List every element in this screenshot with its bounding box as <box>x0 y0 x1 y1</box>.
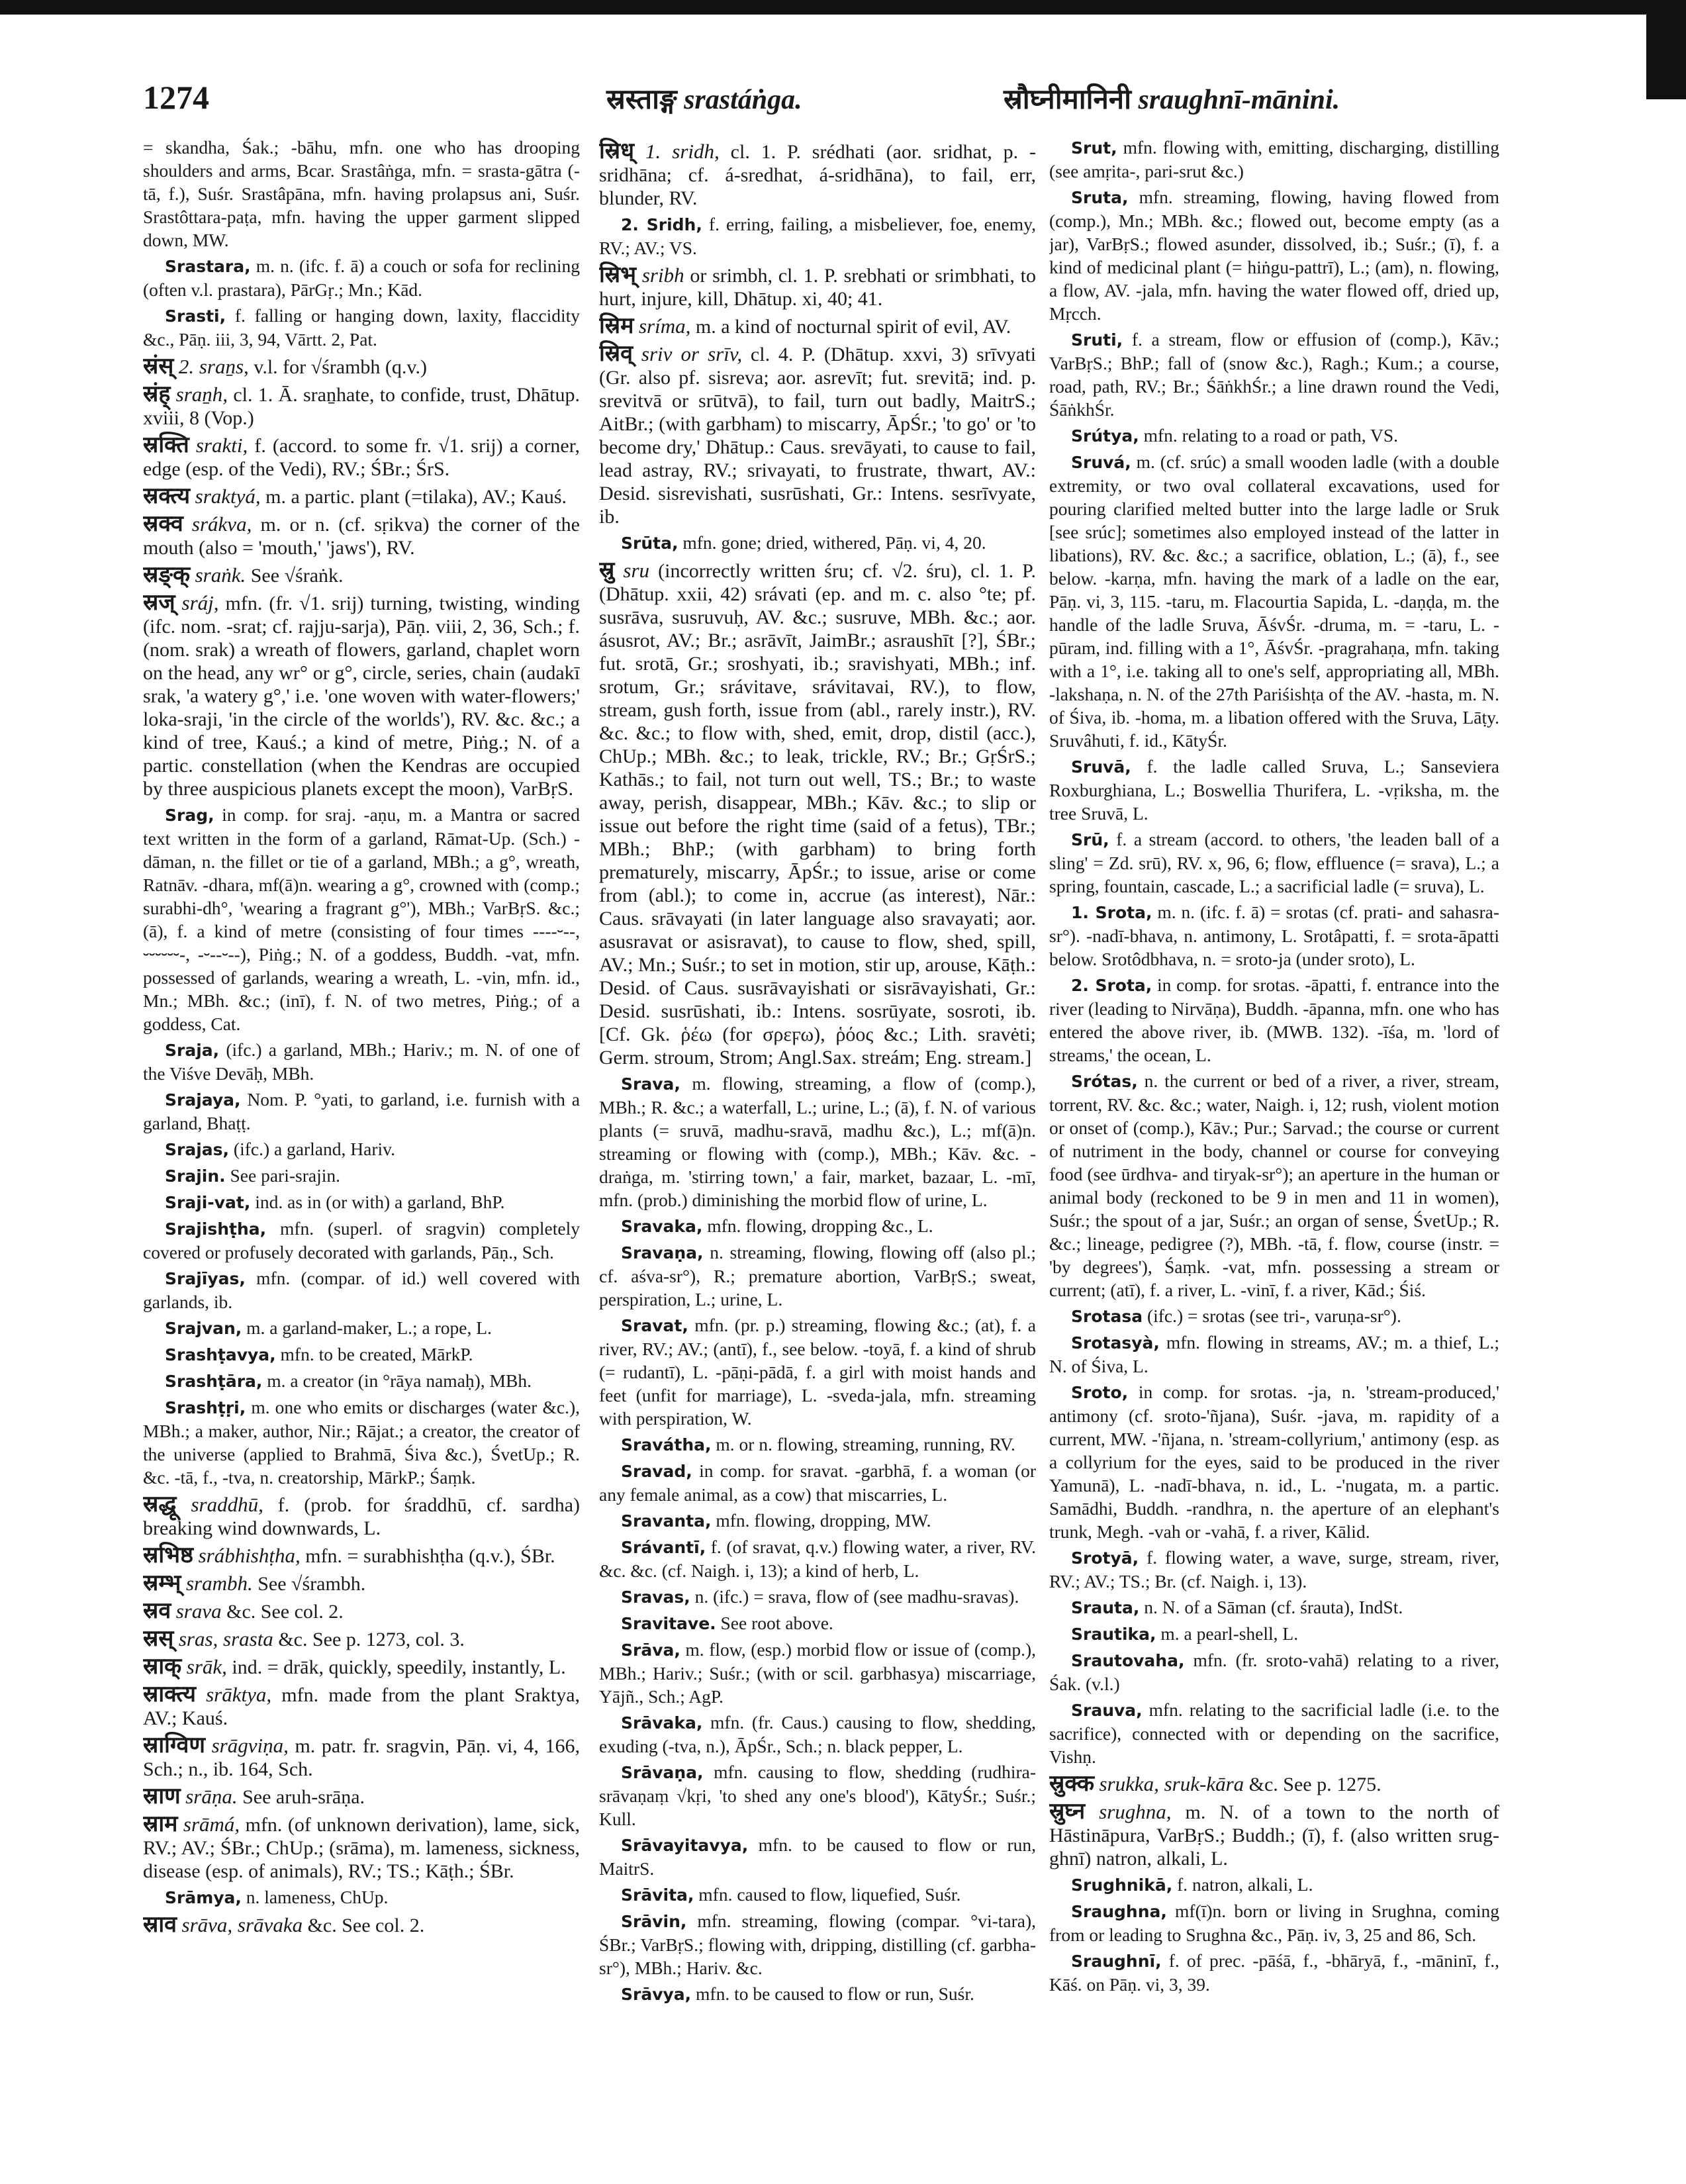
dictionary-column-2 <box>599 136 1036 2124</box>
entry-definition: Nom. P. °yati, to garland, i.e. furnish with a garland, Bhaṭṭ. <box>143 1089 580 1133</box>
entry-headword: Sruvā, <box>1071 757 1131 777</box>
entry-definition: mf(ī)n. born or living in Srughna, coming from or leading to Srughna &c., Pāṇ. iv, 3, 25 and 86, Sch. <box>1049 1901 1499 1945</box>
entry-definition: &c. See col. 2. <box>307 1915 425 1936</box>
dictionary-entry <box>143 1343 580 1366</box>
entry-definition: mfn. (pr. p.) streaming, flowing &c.; (at), f. a river, RV.; AV.; (antī), f., see below. -toyā, f. a kind of shrub (= rudantī), L. -pāṇi-pādā, f. a girl with moist hands and feet (unfit for marriage), L. -sveda-jala, mfn. streaming with perspiration, W. <box>599 1315 1036 1429</box>
dictionary-entry <box>599 1883 1036 1907</box>
entry-headword: Srastara, <box>165 257 251 276</box>
entry-headword: Srughnikā, <box>1071 1875 1173 1895</box>
entry-definition: mfn. (fr. Caus.) causing to flow, shedding, exuding (-tva, n.), ĀpŚr., Sch.; n. black pepper, L. <box>599 1712 1036 1756</box>
entry-transliteration: sríma, <box>638 314 691 338</box>
entry-headword: Srautika, <box>1071 1625 1156 1644</box>
entry-definition: mfn. relating to the sacrificial ladle (i.e. to the sacrifice), connected with or depending on the sacrifice, Vishṇ. <box>1049 1699 1499 1767</box>
entry-definition: m. a partic. plant (=tilaka), AV.; Kauś. <box>265 486 567 508</box>
entry-definition: f. (accord. to some fr. √1. srij) a corner, edge (esp. of the Vedi), RV.; ŚBr.; ŚrS. <box>143 435 580 480</box>
entry-devanagari-headword: स्राक् <box>143 1654 182 1679</box>
dictionary-entry <box>143 304 580 351</box>
entry-devanagari-headword: स्रु <box>599 558 615 583</box>
entry-transliteration: srukka, sruk-kāra <box>1099 1772 1244 1795</box>
dictionary-entry <box>599 1760 1036 1830</box>
entry-headword: Srajin. <box>165 1166 226 1186</box>
entry-headword: Sruvá, <box>1071 453 1131 472</box>
dictionary-entry <box>143 136 580 252</box>
entry-devanagari-headword: स्रम्भ् <box>143 1571 181 1595</box>
dictionary-entry <box>1049 1622 1499 1646</box>
entry-devanagari-headword: स्रक्ति <box>143 433 189 457</box>
dictionary-entry <box>599 1638 1036 1708</box>
dictionary-entry <box>143 1316 580 1340</box>
dictionary-entry <box>1049 1772 1499 1796</box>
entry-headword: Srauva, <box>1071 1701 1143 1720</box>
entry-headword: Sraji-vat, <box>165 1193 251 1212</box>
dictionary-entry <box>143 1544 580 1568</box>
entry-definition: m. a kind of nocturnal spirit of evil, AV. <box>695 316 1011 338</box>
entry-devanagari-headword: स्राण <box>143 1784 181 1809</box>
dictionary-entry <box>143 803 580 1035</box>
dictionary-entry <box>599 1535 1036 1582</box>
entry-devanagari-headword: स्रिभ् <box>599 263 637 287</box>
entry-definition: f. a stream (accord. to others, 'the leaden ball of a sling' = Zd. srū), RV. x, 96, 6; flow, effluence (= srava), L.; a spring, fountain, cascade, L.; a sacrificial ladle (= sruva), L. <box>1049 829 1499 896</box>
entry-devanagari-headword: स्रद्धू <box>143 1492 177 1517</box>
dictionary-entry <box>143 1734 580 1781</box>
dictionary-entry <box>143 434 580 481</box>
dictionary-entry <box>143 355 580 379</box>
dictionary-entry <box>599 1611 1036 1635</box>
entry-headword: Sravad, <box>621 1462 692 1481</box>
entry-definition: ind. as in (or with) a garland, BhP. <box>255 1192 505 1212</box>
entry-transliteration: sraṅk. <box>195 563 246 587</box>
entry-headword: Srāvita, <box>621 1885 694 1905</box>
dictionary-entry <box>1049 1698 1499 1768</box>
dictionary-entry <box>143 1785 580 1809</box>
entry-headword: Srasti, <box>165 307 226 326</box>
entry-headword: 2. Sridh, <box>621 215 702 234</box>
entry-definition: mfn. (fr. √1. srij) turning, twisting, winding (ifc. nom. -srat; cf. rajju-sarja), Pāṇ. viii, 2, 36, Sch.; f. (nom. srak) a wreath of flowers, garland, chaplet worn on the head, any wr° or g°, circle, series, chain (audakī srak, 'a watery g°,' i.e. 'one woven with water-flowers;' loka-sraji, 'in the circle of the worlds'), RV. &c. &c.; a kind of tree, Kauś.; a kind of metre, Piṅg.; N. of a partic. constellation (when the Kendras are occupied by three auspicious planets except the moon), VarBṛS. <box>143 593 580 800</box>
entry-definition: m. a garland-maker, L.; a rope, L. <box>246 1317 492 1338</box>
dictionary-entry <box>1049 1331 1499 1378</box>
dictionary-column-1 <box>143 136 580 2124</box>
entry-definition: m. flowing, streaming, a flow of (comp.), MBh.; R. &c.; a waterfall, L.; urine, L.; (ā), f. N. of various plants (= sruvā, madhu-sravā, madhu &c.), L.; mf(ā)n. streaming or flowing with (comp.), MBh.; Kāv. &c. -draṅga, m. 'stirring town,' a fair, market, bazaar, L. -mī, mfn. (prob.) diminishing the morbid flow of urine, L. <box>599 1073 1036 1210</box>
entry-devanagari-headword: स्रव <box>143 1599 171 1623</box>
entry-definition: f. erring, failing, a misbeliever, foe, enemy, RV.; AV.; VS. <box>599 214 1036 258</box>
entry-definition: n. N. of a Sāman (cf. śrauta), IndSt. <box>1144 1597 1403 1617</box>
entry-headword: Srāva, <box>621 1640 680 1660</box>
dictionary-entry <box>1049 828 1499 898</box>
entry-definition: (ifc.) a garland, MBh.; Hariv.; m. N. of one of the Viśve Devāḥ, MBh. <box>143 1039 580 1084</box>
entry-definition: mfn. (of unknown derivation), lame, sick, RV.; AV.; ŚBr.; ChUp.; (srāma), m. lameness, sickness, disease (esp. of animals), RV.; TS.; Kāṭh.; ŚBr. <box>143 1814 580 1882</box>
entry-definition: mfn. flowing, dropping, MW. <box>716 1510 931 1531</box>
entry-headword: Sravátha, <box>621 1435 712 1454</box>
dictionary-entry <box>599 1909 1036 1979</box>
dictionary-entry <box>143 383 580 430</box>
entry-definition: (ifc.) a garland, Hariv. <box>233 1139 395 1159</box>
dictionary-entry <box>1049 1595 1499 1619</box>
entry-headword: Srut, <box>1071 138 1117 158</box>
dictionary-entry <box>143 563 580 587</box>
entry-headword: Srautovaha, <box>1071 1651 1185 1670</box>
entry-devanagari-headword: स्रिम <box>599 314 634 338</box>
entry-headword: Srāvaṇa, <box>621 1763 704 1782</box>
entry-definition: in comp. for sraj. -aṇu, m. a Mantra or sacred text written in the form of a garland, Rāmat-Up. (Sch.) -dāman, n. the fillet or tie of a garland, MBh.; a g°, wreath, Ratnāv. -dhara, mf(ā)n. wearing a g°, crowned with (comp.; surabhi-dh°, 'wearing a fragrant g°'), MBh.; VarBṛS. &c.; (ā), f. a kind of metre (consisting of four times ----⏑--, ⏑⏑⏑⏑⏑⏑-, -⏑--⏑--), Piṅg.; N. of a goddess, Buddh. -vat, mfn. possessed of garlands, wearing a wreath, L. -vin, mfn. id., Mn.; MBh. &c.; (inī), f. N. of two metres, Piṅg.; of a goddess, Cat. <box>143 804 580 1034</box>
entry-definition: m. a creator (in °rāya namaḥ), MBh. <box>267 1370 532 1391</box>
dictionary-entry <box>1049 900 1499 971</box>
entry-transliteration: sraktyá, <box>195 485 261 508</box>
entry-headword: Sravas, <box>621 1588 690 1607</box>
entry-definition: See aruh-srāṇa. <box>242 1786 365 1808</box>
entry-transliteration: srábhishṭha, <box>198 1544 301 1567</box>
entry-headword: Srāvin, <box>621 1912 687 1931</box>
entry-headword: Srashṭṛi, <box>165 1398 246 1417</box>
dictionary-entry <box>143 1088 580 1135</box>
entry-transliteration: sriv or srīv, <box>641 342 743 365</box>
dictionary-entry <box>1049 1546 1499 1593</box>
dictionary-entry <box>143 1396 580 1489</box>
entry-headword: Srūta, <box>621 534 679 553</box>
entry-headword: 2. Srota, <box>1071 976 1152 995</box>
entry-transliteration: 1. sridh, <box>645 140 720 163</box>
entry-definition: mfn. flowing with, emitting, discharging, distilling (see amṛita-, pari-srut &c.) <box>1049 137 1499 181</box>
entry-headword: Srāvaka, <box>621 1713 703 1733</box>
dictionary-entry <box>599 1833 1036 1880</box>
entry-definition: See √śraṅk. <box>250 565 344 587</box>
dictionary-entry <box>599 1982 1036 2006</box>
entry-devanagari-headword: स्रुक्क <box>1049 1772 1094 1796</box>
entry-definition: See pari-srajin. <box>230 1165 340 1186</box>
entry-definition: mfn. flowing in streams, AV.; m. a thief, L.; N. of Śiva, L. <box>1049 1332 1499 1376</box>
corner-rule-mark <box>1613 0 1686 99</box>
dictionary-entry <box>143 1164 580 1188</box>
entry-headword: Srotasa <box>1071 1307 1143 1326</box>
entry-definition: in comp. for srotas. -ja, n. 'stream-produced,' antimony (cf. sroto-'ñjana), Suśr. -java, m. rapidity of a current, MW. -'ñjana, n. 'stream-collyrium,' antimony (esp. as a collyrium for the eyes, said to be produced in the river Yamunā), L. -nadī-bhava, n. id., L. -'nugata, m. a partic. Samādhi, Buddh. -randhra, n. the aperture of an elephant's trunk, Megh. -vah or -vahā, f. a river, Kālid. <box>1049 1382 1499 1542</box>
entry-definition: mfn. (superl. of sragvin) completely covered or profusely decorated with garlands, Pāṇ., Sch. <box>143 1218 580 1262</box>
entry-transliteration: srava <box>175 1599 222 1623</box>
entry-headword: Srāmya, <box>165 1888 242 1907</box>
dictionary-entry <box>599 1241 1036 1311</box>
entry-transliteration: srāktya, <box>206 1683 272 1706</box>
dictionary-entry <box>143 254 580 301</box>
entry-definition: mfn. = surabhishṭha (q.v.), ŚBr. <box>305 1545 555 1567</box>
dictionary-entry <box>599 1509 1036 1533</box>
dictionary-entry <box>143 1627 580 1651</box>
entry-definition: mfn. (fr. sroto-vahā) relating to a river, Śak. (v.l.) <box>1049 1650 1499 1694</box>
entry-definition: cl. 1. Ā. sraṉhate, to confide, trust, Dhātup. xviii, 8 (Vop.) <box>143 384 580 429</box>
entry-headword: Srū, <box>1071 830 1109 849</box>
entry-transliteration: sribh <box>641 263 684 287</box>
dictionary-entry <box>1049 424 1499 448</box>
entry-headword: 1. Srota, <box>1071 903 1152 922</box>
page-header <box>143 78 1560 124</box>
dictionary-entry <box>1049 973 1499 1067</box>
entry-transliteration: sráj, <box>181 591 219 614</box>
entry-transliteration: srakti, <box>195 434 248 457</box>
entry-devanagari-headword: स्राक्त्य <box>143 1682 196 1707</box>
right-running-head <box>1004 79 1340 117</box>
entry-headword: Srauta, <box>1071 1598 1140 1617</box>
entry-headword: Srajvan, <box>165 1319 242 1338</box>
dictionary-entry <box>1049 1800 1499 1870</box>
entry-headword: Sraughnī, <box>1071 1952 1162 1971</box>
dictionary-entry <box>599 559 1036 1069</box>
dictionary-entry <box>1049 1304 1499 1328</box>
dictionary-entry <box>143 1813 580 1883</box>
entry-definition: &c. See p. 1275. <box>1248 1774 1382 1795</box>
entry-definition: mfn. relating to a road or path, VS. <box>1143 425 1399 446</box>
dictionary-entry <box>1049 1380 1499 1543</box>
entry-devanagari-headword: स्रस् <box>143 1627 174 1651</box>
entry-definition: or srimbh, cl. 1. P. srebhati or srimbhati, to hurt, injure, kill, Dhātup. xi, 40; 41. <box>599 265 1036 310</box>
dictionary-entry <box>599 342 1036 528</box>
dictionary-entry <box>143 1493 580 1540</box>
entry-devanagari-headword: स्राव <box>143 1913 177 1937</box>
entry-definition: f. a stream, flow or effusion of (comp.), Kāv.; VarBṛS.; BhP.; fall of (snow &c.), Ragh.; Kum.; a course, road, path, RV.; Br.; ŚāṅkhŚr.; a line drawn round the Vedi, ŚāṅkhŚr. <box>1049 329 1499 420</box>
top-border-rule <box>0 0 1686 15</box>
entry-transliteration: srambh. <box>185 1572 253 1595</box>
entry-definition: See √śrambh. <box>258 1573 366 1595</box>
dictionary-entry <box>143 485 580 508</box>
entry-definition: in comp. for srotas. -āpatti, f. entrance into the river (leading to Nirvāṇa), Buddh. -āpanna, mfn. one who has entered the above river, ib. (MWB. 132). -īśa, m. 'lord of streams,' the ocean, L. <box>1049 974 1499 1065</box>
dictionary-entry <box>143 1137 580 1161</box>
entry-definition: mfn. caused to flow, liquefied, Suśr. <box>698 1884 961 1905</box>
dictionary-entry <box>1049 450 1499 752</box>
entry-definition: m. patr. fr. sragvin, Pāṇ. vi, 4, 166, Sch.; n., ib. 164, Sch. <box>143 1735 580 1780</box>
entry-definition: mfn. to be caused to flow or run, Suśr. <box>696 1983 974 2004</box>
entry-definition: ind. = drāk, quickly, speedily, instantly, L. <box>232 1656 566 1678</box>
dictionary-entry <box>599 1711 1036 1758</box>
entry-definition: m. or n. flowing, streaming, running, RV. <box>716 1434 1015 1454</box>
entry-devanagari-headword: स्रज् <box>143 591 175 615</box>
dictionary-entry <box>1049 136 1499 183</box>
entry-definition: v.l. for √śrambh (q.v.) <box>254 356 427 378</box>
entry-definition: f. natron, alkali, L. <box>1177 1874 1313 1895</box>
entry-devanagari-headword: स्रङ्क् <box>143 563 191 587</box>
entry-definition: cl. 4. P. (Dhātup. xxvi, 3) srīvyati (Gr. also pf. sisreva; aor. asrevīt; fut. srevitā; ind. p. srevitvā or srūtvā), to fail, turn out badly, MaitrS.; AitBr.; (with garbham) to miscarry, ĀpŚr.; 'to go' or 'to become dry,' Dhātup.: Caus. srevāyati, to cause to fail, lead astray, RV.; srivayati, to frustrate, thwart, AV.: Desid. sisrevishati, susrūshati, Gr.: Intens. sesrīvyate, ib. <box>599 344 1036 528</box>
entry-definition: mfn. (compar. of id.) well covered with garlands, ib. <box>143 1268 580 1312</box>
entry-definition: m. or n. (cf. sṛikva) the corner of the mouth (also = 'mouth,' 'jaws'), RV. <box>143 514 580 559</box>
dictionary-entry <box>1049 1069 1499 1302</box>
entry-headword: Srāvya, <box>621 1985 692 2004</box>
entry-definition: (incorrectly written śru; cf. √2. śru), cl. 1. P. (Dhātup. xxii, 42) srávati (ep. and m. c. also °te; pf. susrāva, susruvuḥ, AV. &c.; susruve, MBh. &c.; aor. ásusrot, AV.; Br.; asrāvīt, JaimBr.; asraushīt [?], ŚBr.; fut. srotā, Gr.; sroshyati, ib.; sravishyati, MBh.; inf. srotum, Gr.; srávitave, srávitavai, RV.), to flow, stream, gush forth, issue from (abl., rarely instr.), RV. &c. &c.; to flow with, shed, emit, drop, distil (acc.), ChUp.; MBh. &c.; to leak, trickle, RV.; Br.; GṛŚrS.; Kathās.; to fail, not turn out well, TS.; Br.; to waste away, perish, disappear, MBh.; Kāv. &c.; to slip or issue out before the right time (said of a fetus), TBr.; MBh.; BhP.; (with garbham) to bring forth prematurely, miscarry, ĀpŚr.; to issue, arise or come from (abl.); to come in, accrue (as interest), Nār.: Caus. srāvayati (in later language also sravayati; aor. asusravat or asisravat), to cause to flow, shed, spill, AV.; Mn.; Suśr.; to set in motion, stir up, arouse, Kāṭh.: Desid. of Caus. susrāvayishati or sisrāvayishati, Gr.: Desid. susrūshati, ib.: Intens. sosrūyate, sosroti, ib. [Cf. Gk. ῥέω (for σρεϝω), ῥόος &c.; Lith. sravėti; Germ. stroum, Strom; Angl.Sax. streám; Eng. stream.] <box>599 560 1036 1068</box>
entry-definition: &c. See p. 1273, col. 3. <box>278 1629 465 1650</box>
entry-transliteration: srāgviṇa, <box>211 1734 289 1757</box>
dictionary-entry <box>143 1599 580 1623</box>
dictionary-entry <box>143 1572 580 1595</box>
entry-definition: cl. 1. P. srédhati (aor. sridhat, p. -sridhāna; cf. á-sredhat, á-sridhāna), to fail, err, blunder, RV. <box>599 141 1036 209</box>
entry-definition: m. n. (ifc. f. ā) = srotas (cf. prati- and sahasra-sr°). -nadī-bhava, n. antimony, L. Srotâpatti, f. = srota-āpatti below. Srotôdbhava, n. = sroto-ja (under sroto), L. <box>1049 902 1499 969</box>
dictionary-entry <box>1049 755 1499 825</box>
dictionary-entry <box>1049 1648 1499 1695</box>
entry-transliteration: sru <box>623 559 650 582</box>
entry-definition: &c. See col. 2. <box>226 1601 344 1623</box>
entry-transliteration: srughna, <box>1099 1800 1172 1823</box>
entry-definition: mfn. streaming, flowing, having flowed from (comp.), Mn.; MBh. &c.; flowed out, become empty (as a jar), VarBṛS.; flowed asunder, dissolved, ib.; Suśr.; (ī), f. a kind of medicinal plant (= hiṅgu-pattrī), L.; (am), n. flowing, a flow, AV. -jala, mfn. having the water flowed off, dried up, Mṛcch. <box>1049 187 1499 324</box>
entry-definition: n. (ifc.) = srava, flow of (see madhu-sravas). <box>694 1586 1019 1607</box>
entry-headword: Srajaya, <box>165 1090 241 1110</box>
entry-definition: mfn. to be created, MārkP. <box>280 1344 473 1364</box>
entry-definition: n. the current or bed of a river, a river, stream, torrent, RV. &c. &c.; water, Naigh. i, 12; rush, violent motion or onset of (comp.), Kāv.; Pur.; Sarvad.; the course or current of nutriment in the body, channel or course for conveying food (see ūrdhva- and tiryak-sr°); an aperture in the human or animal body (reckoned to be 9 in men and 11 in women), Suśr.; the spout of a jar, Suśr.; an organ of sense, ŚvetUp.; R. &c.; lineage, pedigree (?), MBh. -tā, f. flow, course (instr. = 'by degrees'), Śaṃk. -vat, mfn. possessing a stream or current; (atī), f. a river, L. -vinī, f. a river, Kād.; Śiś. <box>1049 1070 1499 1300</box>
dictionary-entry <box>143 1683 580 1730</box>
entry-headword: Srava, <box>621 1074 680 1094</box>
entry-definition: in comp. for sravat. -garbhā, f. a woman (or any female animal, as a cow) that miscarries, L. <box>599 1460 1036 1505</box>
entry-definition: m. n. (ifc. f. ā) a couch or sofa for reclining (often v.l. prastara), PārGṛ.; Mn.; Kād. <box>143 256 580 300</box>
entry-transliteration: srāva, srāvaka <box>181 1913 303 1936</box>
entry-definition: f. of prec. -pāśā, f., -bhāryā, f., -māninī, f., Kāś. on Pāṇ. vi, 3, 39. <box>1049 1950 1499 1995</box>
entry-definition: n. lameness, ChUp. <box>246 1887 389 1907</box>
entry-headword: Srajas, <box>165 1140 230 1159</box>
entry-definition: m. one who emits or discharges (water &c.), MBh.; a maker, author, Nir.; Rājat.; a creator, the creator of the universe (applied to Brahmā, Śiva &c.), ŚvetUp.; R. &c. -tā, f., -tva, n. creatorship, MārkP.; Śaṃk. <box>143 1397 580 1488</box>
entry-definition: f. flowing water, a wave, surge, stream, river, RV.; AV.; TS.; Br. (cf. Naigh. i, 13). <box>1049 1547 1499 1591</box>
dictionary-entry <box>599 1459 1036 1506</box>
dictionary-entry <box>599 314 1036 338</box>
dictionary-entry <box>143 1885 580 1909</box>
entry-devanagari-headword: स्रंस् <box>143 354 174 379</box>
entry-definition: m. a pearl-shell, L. <box>1160 1623 1299 1644</box>
entry-devanagari-headword: स्रंह् <box>143 382 171 406</box>
entry-definition: mfn. to be caused to flow or run, MaitrS. <box>599 1834 1036 1879</box>
entry-definition: f. the ladle called Sruva, L.; Sanseviera Roxburghiana, L.; Boswellia Thurifera, L. -vṛiksha, m. the tree Sruvā, L. <box>1049 756 1499 824</box>
dictionary-entry <box>143 1266 580 1313</box>
dictionary-entry <box>143 1217 580 1264</box>
entry-headword: Sroto, <box>1071 1383 1129 1402</box>
dictionary-entry <box>143 1038 580 1085</box>
entry-headword: Srútya, <box>1071 426 1139 446</box>
left-running-head <box>606 79 802 117</box>
entry-devanagari-headword: स्रभिष्ठ <box>143 1543 194 1568</box>
entry-definition: f. (of sravat, q.v.) flowing water, a river, RV. &c. &c. (cf. Naigh. i, 13); a kind of herb, L. <box>599 1537 1036 1581</box>
entry-headword: Sravanta, <box>621 1511 712 1531</box>
entry-headword: Srashṭavya, <box>165 1345 276 1364</box>
entry-headword: Srótas, <box>1071 1072 1138 1091</box>
dictionary-column-3 <box>1049 136 1499 2124</box>
entry-transliteration: srāmá, <box>183 1813 240 1836</box>
dictionary-entry <box>599 263 1036 310</box>
dictionary-entry <box>599 1313 1036 1430</box>
dictionary-entry <box>599 531 1036 555</box>
entry-headword: Sraja, <box>165 1041 220 1060</box>
entry-headword: Sruta, <box>1071 188 1129 207</box>
page-number: 1274 <box>143 79 209 116</box>
dictionary-entry <box>143 1190 580 1214</box>
right-head-translit: sraughnī-mānini. <box>1138 85 1340 115</box>
dictionary-entry <box>143 1369 580 1393</box>
dictionary-entry <box>1049 1873 1499 1897</box>
entry-definition: (ifc.) = srotas (see tri-, varuṇa-sr°). <box>1147 1306 1401 1326</box>
entry-transliteration: 2. sraṉs, <box>178 355 249 378</box>
entry-definition: mfn. gone; dried, withered, Pāṇ. vi, 4, 20. <box>682 532 986 553</box>
entry-devanagari-headword: स्राग्विण <box>143 1733 205 1758</box>
entry-definition: mfn. made from the plant Sraktya, AV.; Kauś. <box>143 1684 580 1729</box>
entry-headword: Sruti, <box>1071 330 1123 350</box>
dictionary-entry <box>1049 328 1499 421</box>
entry-devanagari-headword: स्रुघ्न <box>1049 1799 1086 1824</box>
entry-headword: Srotyā, <box>1071 1548 1139 1568</box>
entry-transliteration: sras, srasta <box>178 1627 273 1650</box>
entry-headword: Srajīyas, <box>165 1269 246 1288</box>
dictionary-entry <box>1049 1899 1499 1946</box>
entry-transliteration: sraddhū, <box>191 1493 263 1516</box>
entry-definition: mfn. streaming, flowing (compar. °vi-tara), ŚBr.; VarBṛS.; flowing with, dripping, distilling (cf. garbha-sr°), MBh.; Hariv. &c. <box>599 1911 1036 1978</box>
right-head-devanagari: स्रौघ्नीमानिनी <box>1004 85 1131 115</box>
dictionary-entry <box>143 1913 580 1937</box>
entry-definition: mfn. causing to flow, shedding (rudhira-srāvaṇaṃ √kṛi, 'to shed any one's blood'), KātyŚr.; Suśr.; Kull. <box>599 1762 1036 1829</box>
entry-transliteration: sraṉh, <box>175 383 228 406</box>
entry-devanagari-headword: स्रक्त्य <box>143 484 191 508</box>
dictionary-entry <box>1049 1949 1499 1996</box>
dictionary-entry <box>599 1585 1036 1609</box>
entry-headword: Sraughna, <box>1071 1902 1167 1921</box>
entry-devanagari-headword: स्रिव् <box>599 342 633 366</box>
entry-definition: See root above. <box>720 1613 833 1633</box>
entry-headword: Srotasyà, <box>1071 1333 1160 1353</box>
dictionary-entry <box>1049 185 1499 325</box>
entry-definition: n. streaming, flowing, flowing off (also pl.; cf. aśva-sr°), R.; premature abortion, VarBṛS.; sweat, perspiration, L.; urine, L. <box>599 1242 1036 1309</box>
dictionary-entry <box>599 1433 1036 1456</box>
dictionary-entry <box>599 213 1036 260</box>
entry-headword: Sravaṇa, <box>621 1243 704 1262</box>
entry-headword: Srávantī, <box>621 1538 706 1557</box>
entry-definition: m. flow, (esp.) morbid flow or issue of (comp.), MBh.; Hariv.; Suśr.; (with or scil. garbhasya) miscarriage, Yājñ., Sch.; AgP. <box>599 1639 1036 1707</box>
entry-headword: Sravat, <box>621 1316 688 1335</box>
entry-transliteration: srāṇa. <box>185 1785 238 1808</box>
entry-transliteration: srāk, <box>186 1655 227 1678</box>
entry-headword: Srag, <box>165 806 214 825</box>
left-head-devanagari: स्रस्ताङ्ग <box>606 85 677 115</box>
entry-transliteration: srákva, <box>191 512 252 536</box>
entry-headword: Srashṭāra, <box>165 1372 263 1391</box>
left-head-translit: srastáṅga. <box>684 85 802 115</box>
entry-devanagari-headword: स्रिध् <box>599 139 635 164</box>
entry-definition: m. (cf. srúc) a small wooden ladle (with a double extremity, or two oval collateral excavations, used for pouring clarified melted butter into the large ladle or Sruk [see srúc]; sometimes also employed instead of the latter in libations), RV. &c. &c.; a sacrifice, oblation, L.; (ā), f., see below. -karṇa, mfn. having the mark of a ladle on the ear, Pāṇ. vi, 3, 115. -taru, m. Flacourtia Sapida, L. -daṇḍa, m. the handle of the ladle Sruva, ĀśvŚr. -druma, m. = -taru, L. -pūram, ind. filling with a 1°, ĀśvŚr. -pragrahaṇa, mfn. taking with a 1°, i.e. taking all to one's self, appropriating all, MBh. -lakshaṇa, n. N. of the 27th Pariśishṭa of the AV. -hasta, m. N. of Śiva, ib. -homa, m. a libation offered with the Sruva, Lāṭy. Sruvâhuti, f. id., KātyŚr. <box>1049 451 1499 751</box>
entry-definition: f. (prob. for śraddhū, cf. sardha) breaking wind downwards, L. <box>143 1494 580 1539</box>
dictionary-entry <box>143 591 580 800</box>
entry-definition: f. falling or hanging down, laxity, flaccidity &c., Pāṇ. iii, 3, 94, Vārtt. 2, Pat. <box>143 305 580 350</box>
entry-definition: mfn. flowing, dropping &c., L. <box>707 1215 933 1236</box>
dictionary-entry <box>599 1072 1036 1211</box>
entry-headword: Sravitave. <box>621 1614 716 1633</box>
entry-devanagari-headword: स्राम <box>143 1812 178 1836</box>
entry-headword: Srajishṭha, <box>165 1219 267 1239</box>
dictionary-entry <box>599 140 1036 210</box>
entry-headword: Srāvayitavya, <box>621 1836 749 1855</box>
dictionary-entry <box>143 512 580 559</box>
dictionary-entry <box>599 1214 1036 1238</box>
entry-definition: = skandha, Śak.; -bāhu, mfn. one who has drooping shoulders and arms, Bcar. Srastâṅga, mfn. = srasta-gātra (-tā, f.), Suśr. Srastâpāna, mfn. having prolapsus ani, Suśr. Srastôttara-paṭa, mfn. having the upper garment slipped down, MW. <box>143 137 580 250</box>
entry-headword: Sravaka, <box>621 1217 703 1236</box>
dictionary-entry <box>143 1655 580 1679</box>
entry-devanagari-headword: स्रक्व <box>143 512 183 536</box>
entry-definition: m. N. of a town to the north of Hāstināpura, VarBṛS.; Buddh.; (ī), f. (also written srug-ghnī) natron, alkali, L. <box>1049 1801 1499 1870</box>
